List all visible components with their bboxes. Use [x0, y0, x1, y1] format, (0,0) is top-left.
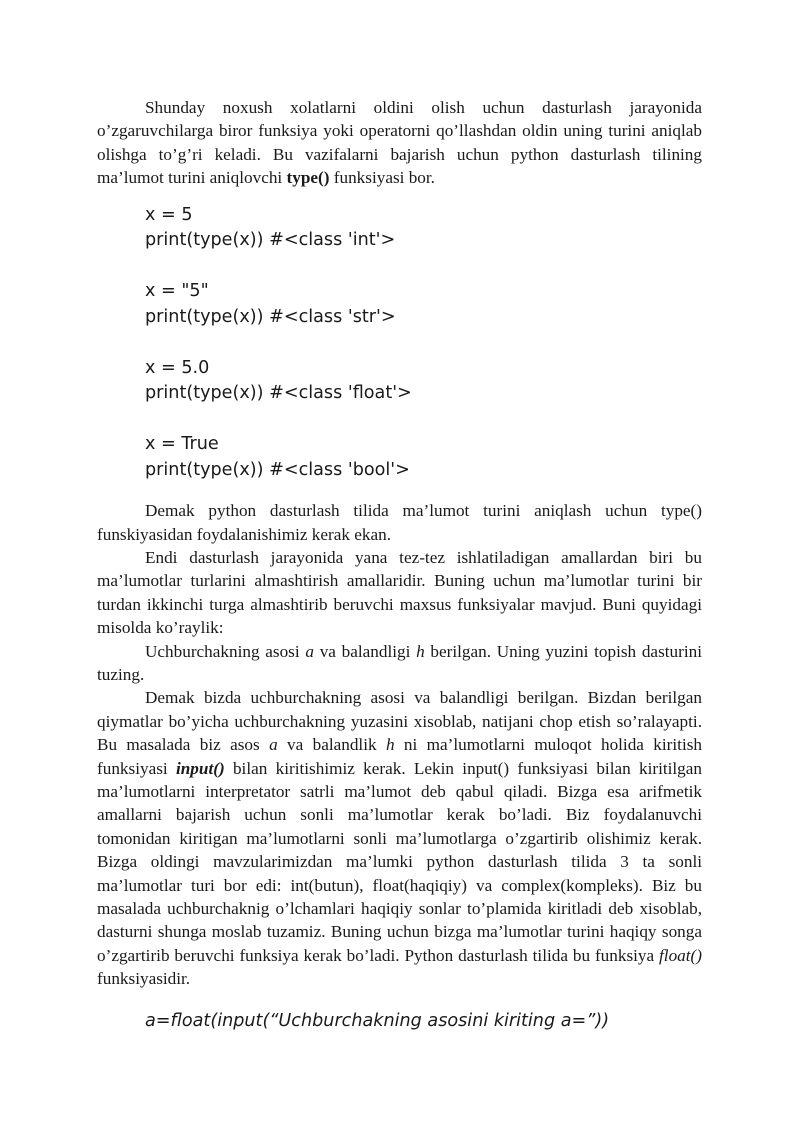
paragraph-text: Shunday noxush xolatlarni oldini olish uchun dasturlash jarayonida o’zgaruvchilarga biror funksiya yoki operatorni qo’llashdan oldin uning turini aniqlab olishga to’g’ri keladi. Bu vazifalarni bajarish uchun python dasturlash tilining ma’lumot turini aniqlovchi	[97, 98, 702, 188]
paragraph-problem-statement	[97, 640, 702, 687]
float-function-name: float()	[659, 945, 702, 965]
code-line: print(type(x)) #<class 'int'>	[145, 230, 396, 251]
code-line: x = "5"	[145, 281, 209, 302]
document-page	[97, 96, 702, 1034]
code-line: x = True	[145, 434, 219, 455]
paragraph-text: Demak bizda uchburchakning asosi va balandligi berilgan. Bizdan berilgan qiymatlar bo’yicha uchburchakning yuzasini xisoblab, natijani chop etish so’ralayapti. Bu masalada biz asos	[97, 688, 702, 755]
code-line: x = 5	[145, 204, 193, 225]
paragraph-type-intro	[97, 96, 702, 190]
paragraph-text: funksiyasi bor.	[329, 168, 435, 188]
variable-h: h	[385, 735, 395, 755]
code-line: print(type(x)) #<class 'float'>	[145, 383, 412, 404]
paragraph-conversion-intro: Endi dasturlash jarayonida yana tez-tez ishlatiladigan amallardan biri bu ma’lumotlar turlarini almashtirish amallaridir. Buning uchun ma’lumotlar turini bir turdan ikkinchi turga almashtirib beruvchi maxsus funksiyalar mavjud. Buni quyidagi misolda ko’raylik:	[97, 547, 702, 638]
variable-h: h	[416, 641, 425, 661]
paragraph-text: Uchburchakning asosi	[145, 641, 306, 661]
paragraph-text: va balandlik	[277, 735, 386, 755]
paragraph-type-summary: Demak python dasturlash tilida ma’lumot turini aniqlash uchun type() funskiyasidan foydalanishimiz kerak ekan.	[97, 501, 702, 544]
variable-a: a	[305, 641, 314, 661]
code-example-block	[145, 203, 702, 484]
paragraph-text: berilgan. Uning yuzini topish dasturini tuzing.	[97, 641, 702, 684]
code-line: x = 5.0	[145, 357, 210, 378]
paragraph-text: funksiyasidir.	[97, 969, 191, 989]
input-function-name: input()	[175, 758, 225, 778]
paragraph-text: bilan kiritishimiz kerak. Lekin input() funksiyasi bilan kiritilgan ma’lumotlarni interpretator satrli ma’lumot deb qabul qiladi. Bizga esa arifmetik amallarni bajarish uchun sonli ma’lumotlar kerak bo’ladi. Biz foydalanuvchi tomonidan kiritigan ma’lumotlarni sonli ma’lumotlarga o’zgartirib olishimiz kerak. Bizga oldingi mavzularimizdan ma’lumki python dasturlash tilida 3 ta sonli ma’lumotlar turi bor edi: int(butun), float(haqiqiy) va complex(kompleks). Biz bu masalada uchburchaknig o’lchamlari haqiqiy sonlar to’plamida kiritladi deb xisoblab, dasturni shunga moslab tuzamiz. Buning uchun bizga ma’lumotlar turini haqiqy songa o’zgartirib beruvchi funksiya kerak bo’ladi. Python dasturlash tilida bu funksiya	[97, 758, 703, 965]
paragraph-text: va balandligi	[313, 641, 417, 661]
paragraph-solution-explanation	[97, 686, 702, 990]
code-line: print(type(x)) #<class 'bool'>	[145, 459, 410, 480]
code-line: print(type(x)) #<class 'str'>	[145, 306, 396, 327]
variable-a: a	[269, 735, 278, 755]
paragraph-text: ni ma’lumotlarni muloqot holida kiritish funksiyasi	[97, 735, 702, 778]
final-code-line: a=float(input(“Uchburchakning asosini kiriting a=”))	[145, 1010, 610, 1031]
type-function-name: type()	[286, 168, 330, 188]
